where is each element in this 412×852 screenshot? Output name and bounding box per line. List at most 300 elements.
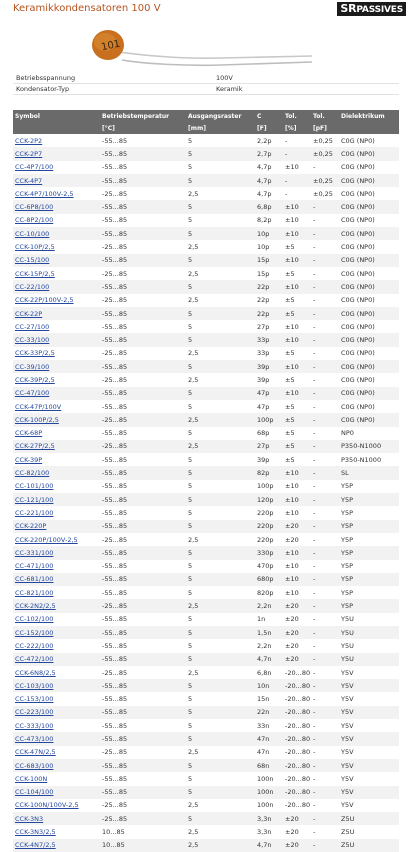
- product-link[interactable]: CC-102/100: [15, 615, 54, 624]
- cell-tolerance-percent: ±20: [283, 839, 311, 852]
- cell-capacitance: 4,7n: [255, 839, 283, 852]
- col-tolerance-pf-unit: [pF]: [311, 122, 339, 134]
- product-link[interactable]: CC-15/100: [15, 256, 50, 265]
- table-row: [13, 786, 399, 799]
- cell-tolerance-percent: -: [285, 136, 288, 145]
- cell-tolerance-percent: ±10: [283, 280, 311, 293]
- cell-temperature: -55...85: [102, 402, 128, 411]
- cell-capacitance: 470p: [257, 562, 274, 571]
- cell-symbol: [13, 799, 100, 812]
- product-link[interactable]: CCK-4P7/100V-2,5: [15, 189, 74, 198]
- cell-temperature: -55...85: [100, 360, 186, 373]
- product-link[interactable]: CCK-47P/100V: [15, 402, 62, 411]
- table-row: [13, 732, 399, 745]
- cell-tolerance-percent: ±5: [283, 307, 311, 320]
- cell-capacitance: 15n: [257, 695, 270, 704]
- cell-tolerance-percent: ±10: [283, 466, 311, 479]
- table-row: [13, 599, 399, 612]
- cell-capacitance: 10p: [255, 227, 283, 240]
- product-link[interactable]: CC-101/100: [15, 482, 54, 491]
- product-link[interactable]: CCK-2N2/2,5: [15, 602, 56, 611]
- cell-pitch: 5: [186, 254, 255, 267]
- product-link[interactable]: CCK-2P2: [15, 136, 43, 145]
- table-row: [13, 280, 399, 293]
- cell-symbol: [13, 333, 100, 346]
- cell-tolerance-percent: ±20: [283, 599, 311, 612]
- cell-pitch: 5: [186, 812, 255, 825]
- cell-tolerance-pf: -: [313, 482, 316, 491]
- cell-temperature: -55...85: [102, 721, 128, 730]
- product-link[interactable]: CCK-6N8/2,5: [15, 668, 56, 677]
- table-row: [13, 573, 399, 586]
- cell-symbol: [13, 427, 100, 440]
- product-link[interactable]: CCK-39P: [15, 455, 43, 464]
- table-row: [13, 520, 399, 533]
- product-link[interactable]: CC-221/100: [15, 508, 54, 517]
- product-link[interactable]: CC-473/100: [15, 735, 54, 743]
- table-row: [13, 320, 399, 333]
- table-row: [13, 147, 399, 160]
- table-row: [13, 227, 399, 240]
- cell-tolerance-pf: -: [311, 200, 339, 213]
- cell-tolerance-pf: -: [313, 349, 316, 358]
- cell-pitch: 5: [188, 695, 193, 704]
- products-table: [13, 110, 399, 852]
- cell-capacitance: 100n: [255, 786, 283, 799]
- cell-capacitance: 47p: [255, 387, 283, 400]
- cell-capacitance: 680p: [255, 573, 283, 586]
- col-dielectric-header: Dielektrikum: [339, 110, 399, 122]
- cell-temperature: -25...85: [102, 535, 128, 544]
- cell-tolerance-percent: ±20: [285, 828, 299, 837]
- cell-dielectric: C0G (NP0): [341, 189, 375, 198]
- cell-tolerance-pf: -: [311, 360, 339, 373]
- cell-tolerance-pf: -: [311, 333, 339, 346]
- cell-capacitance: 68p: [257, 429, 270, 438]
- cell-capacitance: 100p: [257, 482, 274, 491]
- product-link[interactable]: CCK-2P7: [15, 149, 43, 158]
- cell-temperature: -25...85: [102, 243, 128, 252]
- cell-pitch: 5: [188, 429, 193, 438]
- cell-tolerance-percent: ±10: [285, 216, 299, 225]
- cell-dielectric: Y5V: [339, 706, 399, 719]
- cell-tolerance-pf: -: [311, 227, 339, 240]
- cell-temperature: -25...85: [102, 189, 128, 198]
- table-row: [13, 333, 399, 346]
- cell-symbol: [13, 520, 100, 533]
- product-link[interactable]: CCK-39P/2,5: [15, 375, 55, 384]
- table-row: [13, 546, 399, 559]
- cell-tolerance-pf: -: [313, 296, 316, 305]
- cell-capacitance: 220p: [257, 535, 274, 544]
- cell-pitch: 2,5: [186, 413, 255, 426]
- cell-temperature: -25...85: [100, 599, 186, 612]
- cell-capacitance: 22p: [257, 296, 270, 305]
- cell-tolerance-percent: ±20: [283, 812, 311, 825]
- cell-symbol: [13, 413, 100, 426]
- cell-tolerance-pf: -: [313, 641, 316, 650]
- product-link[interactable]: CC-39/100: [15, 362, 50, 371]
- product-link[interactable]: CC-4P7/100: [15, 163, 54, 172]
- product-link[interactable]: CC-47/100: [15, 389, 50, 398]
- cell-capacitance: 1n: [257, 615, 266, 624]
- cell-capacitance: 10n: [255, 679, 283, 692]
- col-dielectric-unit: [339, 122, 399, 134]
- cell-symbol: [13, 613, 100, 626]
- cell-capacitance: 22p: [255, 307, 283, 320]
- cell-tolerance-percent: -: [283, 174, 311, 187]
- cell-pitch: 5: [186, 546, 255, 559]
- cell-pitch: 5: [186, 387, 255, 400]
- cell-dielectric: C0G (NP0): [339, 413, 399, 426]
- cell-tolerance-pf: -: [311, 546, 339, 559]
- cell-temperature: -55...85: [102, 615, 128, 624]
- cell-dielectric: C0G (NP0): [341, 375, 375, 384]
- brand-logo[interactable]: [337, 2, 406, 16]
- cell-capacitance: 220p: [257, 508, 274, 517]
- col-symbol-unit: [13, 122, 100, 134]
- cell-pitch: 5: [186, 227, 255, 240]
- product-link[interactable]: CCK-100N/100V-2,5: [15, 801, 79, 810]
- product-link[interactable]: CC-223/100: [15, 708, 54, 717]
- cell-capacitance: 2,7p: [255, 147, 283, 160]
- cell-symbol: [13, 812, 100, 825]
- table-row: [13, 413, 399, 426]
- cell-temperature: -55...85: [100, 466, 186, 479]
- cell-symbol: [13, 692, 100, 705]
- product-link[interactable]: CC-222/100: [15, 641, 54, 650]
- product-link[interactable]: CC-121/100: [15, 495, 54, 504]
- cell-pitch: 5: [188, 216, 193, 225]
- cell-temperature: -55...85: [102, 508, 128, 517]
- cell-symbol: [13, 480, 100, 493]
- product-link[interactable]: CC-471/100: [15, 562, 54, 571]
- cell-pitch: 5: [188, 455, 193, 464]
- cell-tolerance-pf: -: [311, 387, 339, 400]
- cell-dielectric: Z5U: [339, 812, 399, 825]
- cell-temperature: -55...85: [100, 759, 186, 772]
- product-link[interactable]: CCK-68P: [15, 429, 43, 438]
- product-link[interactable]: CC-683/100: [15, 761, 54, 770]
- cell-temperature: -55...85: [100, 786, 186, 799]
- cell-capacitance: 100n: [257, 774, 274, 783]
- cell-tolerance-pf: -: [311, 280, 339, 293]
- product-link[interactable]: CC-33/100: [15, 336, 50, 345]
- cell-temperature: -55...85: [102, 429, 128, 438]
- cell-symbol: [13, 706, 100, 719]
- cell-tolerance-pf: -: [313, 695, 316, 704]
- table-row: [13, 267, 399, 280]
- cell-symbol: [13, 732, 100, 745]
- cell-tolerance-percent: ±5: [285, 269, 295, 278]
- cell-temperature: -55...85: [100, 493, 186, 506]
- product-link[interactable]: CCK-100N: [15, 774, 48, 783]
- product-link[interactable]: CCK-33P/2,5: [15, 349, 55, 358]
- cell-tolerance-percent: ±10: [285, 588, 299, 597]
- cell-tolerance-percent: ±10: [283, 200, 311, 213]
- cell-capacitance: 27p: [257, 322, 270, 331]
- cell-tolerance-percent: ±5: [285, 429, 295, 438]
- cell-temperature: -55...85: [100, 653, 186, 666]
- cell-dielectric: C0G (NP0): [341, 216, 375, 225]
- cell-dielectric: C0G (NP0): [341, 243, 375, 252]
- cell-capacitance: 6,8n: [257, 668, 272, 677]
- cell-symbol: [13, 825, 100, 838]
- cell-pitch: 5: [186, 307, 255, 320]
- cell-tolerance-pf: -: [313, 562, 316, 571]
- cell-tolerance-pf: ±0,25: [311, 174, 339, 187]
- cell-capacitance: 4,7p: [257, 163, 272, 172]
- cell-temperature: -25...85: [100, 812, 186, 825]
- cell-dielectric: Y5P: [341, 535, 354, 544]
- table-row: [13, 653, 399, 666]
- cell-tolerance-percent: ±10: [285, 163, 299, 172]
- cell-tolerance-pf: ±0,25: [311, 147, 339, 160]
- cell-tolerance-percent: ±10: [283, 573, 311, 586]
- cell-pitch: 2,5: [188, 828, 199, 837]
- cell-temperature: -55...85: [100, 174, 186, 187]
- cell-dielectric: Y5P: [339, 573, 399, 586]
- product-link[interactable]: CCK-10P/2,5: [15, 243, 55, 252]
- cell-tolerance-pf: -: [313, 269, 316, 278]
- cell-temperature: -55...85: [102, 774, 128, 783]
- cell-dielectric: C0G (NP0): [339, 307, 399, 320]
- table-row: [13, 440, 399, 453]
- cell-dielectric: Y5U: [341, 615, 354, 624]
- cell-tolerance-percent: ±20: [283, 520, 311, 533]
- cell-dielectric: C0G (NP0): [341, 269, 375, 278]
- table-row: [13, 759, 399, 772]
- cell-tolerance-pf: -: [313, 535, 316, 544]
- page-title: Keramikkondensatoren 100 V: [13, 3, 161, 14]
- cell-capacitance: 220p: [255, 520, 283, 533]
- cell-capacitance: 2,2n: [255, 599, 283, 612]
- cell-dielectric: NP0: [341, 429, 354, 438]
- cell-dielectric: C0G (NP0): [341, 163, 375, 172]
- cell-capacitance: 39p: [257, 375, 270, 384]
- cell-symbol: [13, 294, 100, 307]
- cell-tolerance-percent: -20...80: [285, 801, 311, 810]
- cell-tolerance-percent: -: [283, 147, 311, 160]
- cell-dielectric: C0G (NP0): [339, 333, 399, 346]
- cell-pitch: 2,5: [188, 189, 199, 198]
- cell-temperature: -55...85: [102, 695, 128, 704]
- cell-capacitance: 33p: [255, 333, 283, 346]
- product-link[interactable]: CC-82/100: [15, 469, 50, 478]
- cell-tolerance-percent: ±10: [283, 360, 311, 373]
- cell-tolerance-pf: -: [311, 706, 339, 719]
- table-row: [13, 692, 399, 705]
- table-row: [13, 360, 399, 373]
- cell-tolerance-percent: -20...80: [285, 774, 311, 783]
- cell-tolerance-pf: -: [311, 626, 339, 639]
- cell-dielectric: Z5U: [339, 839, 399, 852]
- cell-temperature: -55...85: [102, 455, 128, 464]
- table-row: [13, 719, 399, 732]
- col-capacitance-unit: [F]: [255, 122, 283, 134]
- product-link[interactable]: CCK-220P/100V-2,5: [15, 535, 78, 544]
- cell-pitch: 5: [188, 508, 193, 517]
- cell-pitch: 5: [188, 136, 193, 145]
- product-link[interactable]: CC-103/100: [15, 681, 54, 690]
- cell-capacitance: 4,7p: [257, 189, 272, 198]
- cell-capacitance: 820p: [257, 588, 274, 597]
- cell-tolerance-pf: -: [311, 466, 339, 479]
- cell-tolerance-percent: ±10: [285, 482, 299, 491]
- cell-temperature: -25...85: [102, 668, 128, 677]
- cell-symbol: [13, 174, 100, 187]
- product-link[interactable]: CC-153/100: [15, 695, 54, 704]
- cell-capacitance: 1,5n: [255, 626, 283, 639]
- cell-pitch: 2,5: [186, 839, 255, 852]
- cell-tolerance-pf: -: [313, 748, 316, 757]
- product-link[interactable]: CCK-100P/2,5: [15, 415, 59, 424]
- cell-temperature: -25...85: [102, 375, 128, 384]
- table-row: [13, 254, 399, 267]
- table-row: [13, 480, 399, 493]
- cell-capacitance: 6,8p: [255, 200, 283, 213]
- cell-dielectric: C0G (NP0): [339, 174, 399, 187]
- cell-pitch: 2,5: [188, 375, 199, 384]
- cell-capacitance: 82p: [255, 466, 283, 479]
- cell-dielectric: C0G (NP0): [339, 360, 399, 373]
- table-row: [13, 706, 399, 719]
- table-row: [13, 161, 399, 174]
- cell-dielectric: Y5P: [339, 493, 399, 506]
- cell-tolerance-percent: -20...80: [285, 748, 311, 757]
- cell-tolerance-pf: -: [313, 243, 316, 252]
- col-symbol-header: Symbol: [13, 110, 100, 122]
- property-label: Betriebsspannung: [13, 73, 216, 84]
- cell-temperature: -55...85: [100, 732, 186, 745]
- table-row: [13, 613, 399, 626]
- property-value: Keramik: [216, 84, 399, 95]
- product-link[interactable]: CCK-220P: [15, 522, 47, 531]
- product-link[interactable]: CC-10/100: [15, 229, 50, 238]
- cell-dielectric: C0G (NP0): [339, 280, 399, 293]
- cell-symbol: [13, 560, 100, 573]
- product-link[interactable]: CC-821/100: [15, 588, 54, 597]
- cell-dielectric: C0G (NP0): [341, 402, 375, 411]
- cell-tolerance-percent: -20...80: [285, 668, 311, 677]
- product-link[interactable]: CC-152/100: [15, 628, 54, 637]
- product-link[interactable]: CCK-47N/2,5: [15, 748, 56, 757]
- cell-dielectric: C0G (NP0): [341, 322, 375, 331]
- cell-temperature: -25...85: [102, 748, 128, 757]
- cell-dielectric: Y5P: [341, 482, 354, 491]
- cell-pitch: 5: [188, 163, 193, 172]
- cell-pitch: 5: [186, 147, 255, 160]
- cell-capacitance: 2,2n: [257, 641, 272, 650]
- cell-pitch: 2,5: [188, 801, 199, 810]
- cell-symbol: [13, 147, 100, 160]
- cell-tolerance-pf: -: [313, 508, 316, 517]
- product-link[interactable]: CCK-4N7/2,5: [15, 841, 56, 850]
- product-link[interactable]: CCK-27P/2,5: [15, 442, 55, 451]
- cell-temperature: -55...85: [100, 626, 186, 639]
- product-link[interactable]: CC-22/100: [15, 282, 50, 291]
- cell-tolerance-percent: ±20: [285, 615, 299, 624]
- product-link[interactable]: CCK-3N3: [15, 814, 44, 823]
- logo-sr: SR: [340, 2, 357, 15]
- product-link[interactable]: CC-681/100: [15, 575, 54, 584]
- cell-pitch: 5: [186, 759, 255, 772]
- cell-dielectric: Y5V: [339, 759, 399, 772]
- product-link[interactable]: CC-6P8/100: [15, 203, 54, 212]
- cell-capacitance: 2,2p: [257, 136, 272, 145]
- cell-tolerance-percent: ±10: [283, 227, 311, 240]
- cell-symbol: [13, 373, 100, 386]
- cell-dielectric: Y5P: [339, 520, 399, 533]
- col-pitch-unit: [mm]: [186, 122, 255, 134]
- cell-tolerance-pf: -: [313, 721, 316, 730]
- cell-symbol: [13, 320, 100, 333]
- cell-pitch: 5: [188, 402, 193, 411]
- cell-dielectric: Y5U: [339, 653, 399, 666]
- cell-pitch: 2,5: [186, 440, 255, 453]
- product-link[interactable]: CC-472/100: [15, 655, 54, 664]
- table-body: [13, 134, 399, 852]
- cell-symbol: [13, 599, 100, 612]
- product-link[interactable]: CC-8P2/100: [15, 216, 54, 225]
- product-link[interactable]: CCK-3N3/2,5: [15, 828, 56, 837]
- cell-pitch: 5: [186, 573, 255, 586]
- cell-temperature: -55...85: [102, 482, 128, 491]
- cell-dielectric: SL: [339, 466, 399, 479]
- cell-tolerance-pf: -: [313, 429, 316, 438]
- cell-tolerance-pf: -: [311, 679, 339, 692]
- table-row: [13, 626, 399, 639]
- col-temperature-header: Betriebstemperatur: [100, 110, 186, 122]
- cell-capacitance: 330p: [255, 546, 283, 559]
- logo-passives: PASSIVES: [356, 5, 403, 15]
- cell-tolerance-percent: ±5: [285, 349, 295, 358]
- cell-dielectric: Y5V: [339, 679, 399, 692]
- cell-tolerance-pf: -: [313, 455, 316, 464]
- product-link[interactable]: CC-104/100: [15, 788, 54, 797]
- cell-pitch: 5: [188, 562, 193, 571]
- product-link[interactable]: CCK-4P7: [15, 176, 43, 185]
- cell-temperature: -55...85: [102, 588, 128, 597]
- cell-tolerance-pf: -: [311, 812, 339, 825]
- cell-capacitance: 47p: [257, 402, 270, 411]
- cell-capacitance: 4,7p: [255, 174, 283, 187]
- cell-tolerance-percent: ±5: [285, 296, 295, 305]
- cell-symbol: [13, 653, 100, 666]
- product-link[interactable]: CCK-22P: [15, 309, 43, 318]
- table-row: [13, 666, 399, 679]
- table-row: [13, 373, 399, 386]
- cell-pitch: 2,5: [188, 296, 199, 305]
- product-link[interactable]: CC-27/100: [15, 322, 50, 331]
- table-row: [13, 772, 399, 785]
- product-link[interactable]: CCK-22P/100V-2,5: [15, 296, 74, 305]
- product-link[interactable]: CCK-15P/2,5: [15, 269, 55, 278]
- table-row: [13, 453, 399, 466]
- col-tolerance-percent-unit: [%]: [283, 122, 311, 134]
- cell-symbol: [13, 679, 100, 692]
- product-link[interactable]: CC-331/100: [15, 548, 54, 557]
- cell-dielectric: Y5P: [341, 588, 354, 597]
- cell-tolerance-percent: -20...80: [285, 695, 311, 704]
- cell-temperature: -55...85: [100, 147, 186, 160]
- table-row: [13, 506, 399, 519]
- cell-temperature: -25...85: [100, 413, 186, 426]
- cell-dielectric: Y5P: [339, 546, 399, 559]
- cell-dielectric: C0G (NP0): [339, 387, 399, 400]
- product-link[interactable]: CC-333/100: [15, 721, 54, 730]
- cell-tolerance-percent: -20...80: [285, 721, 311, 730]
